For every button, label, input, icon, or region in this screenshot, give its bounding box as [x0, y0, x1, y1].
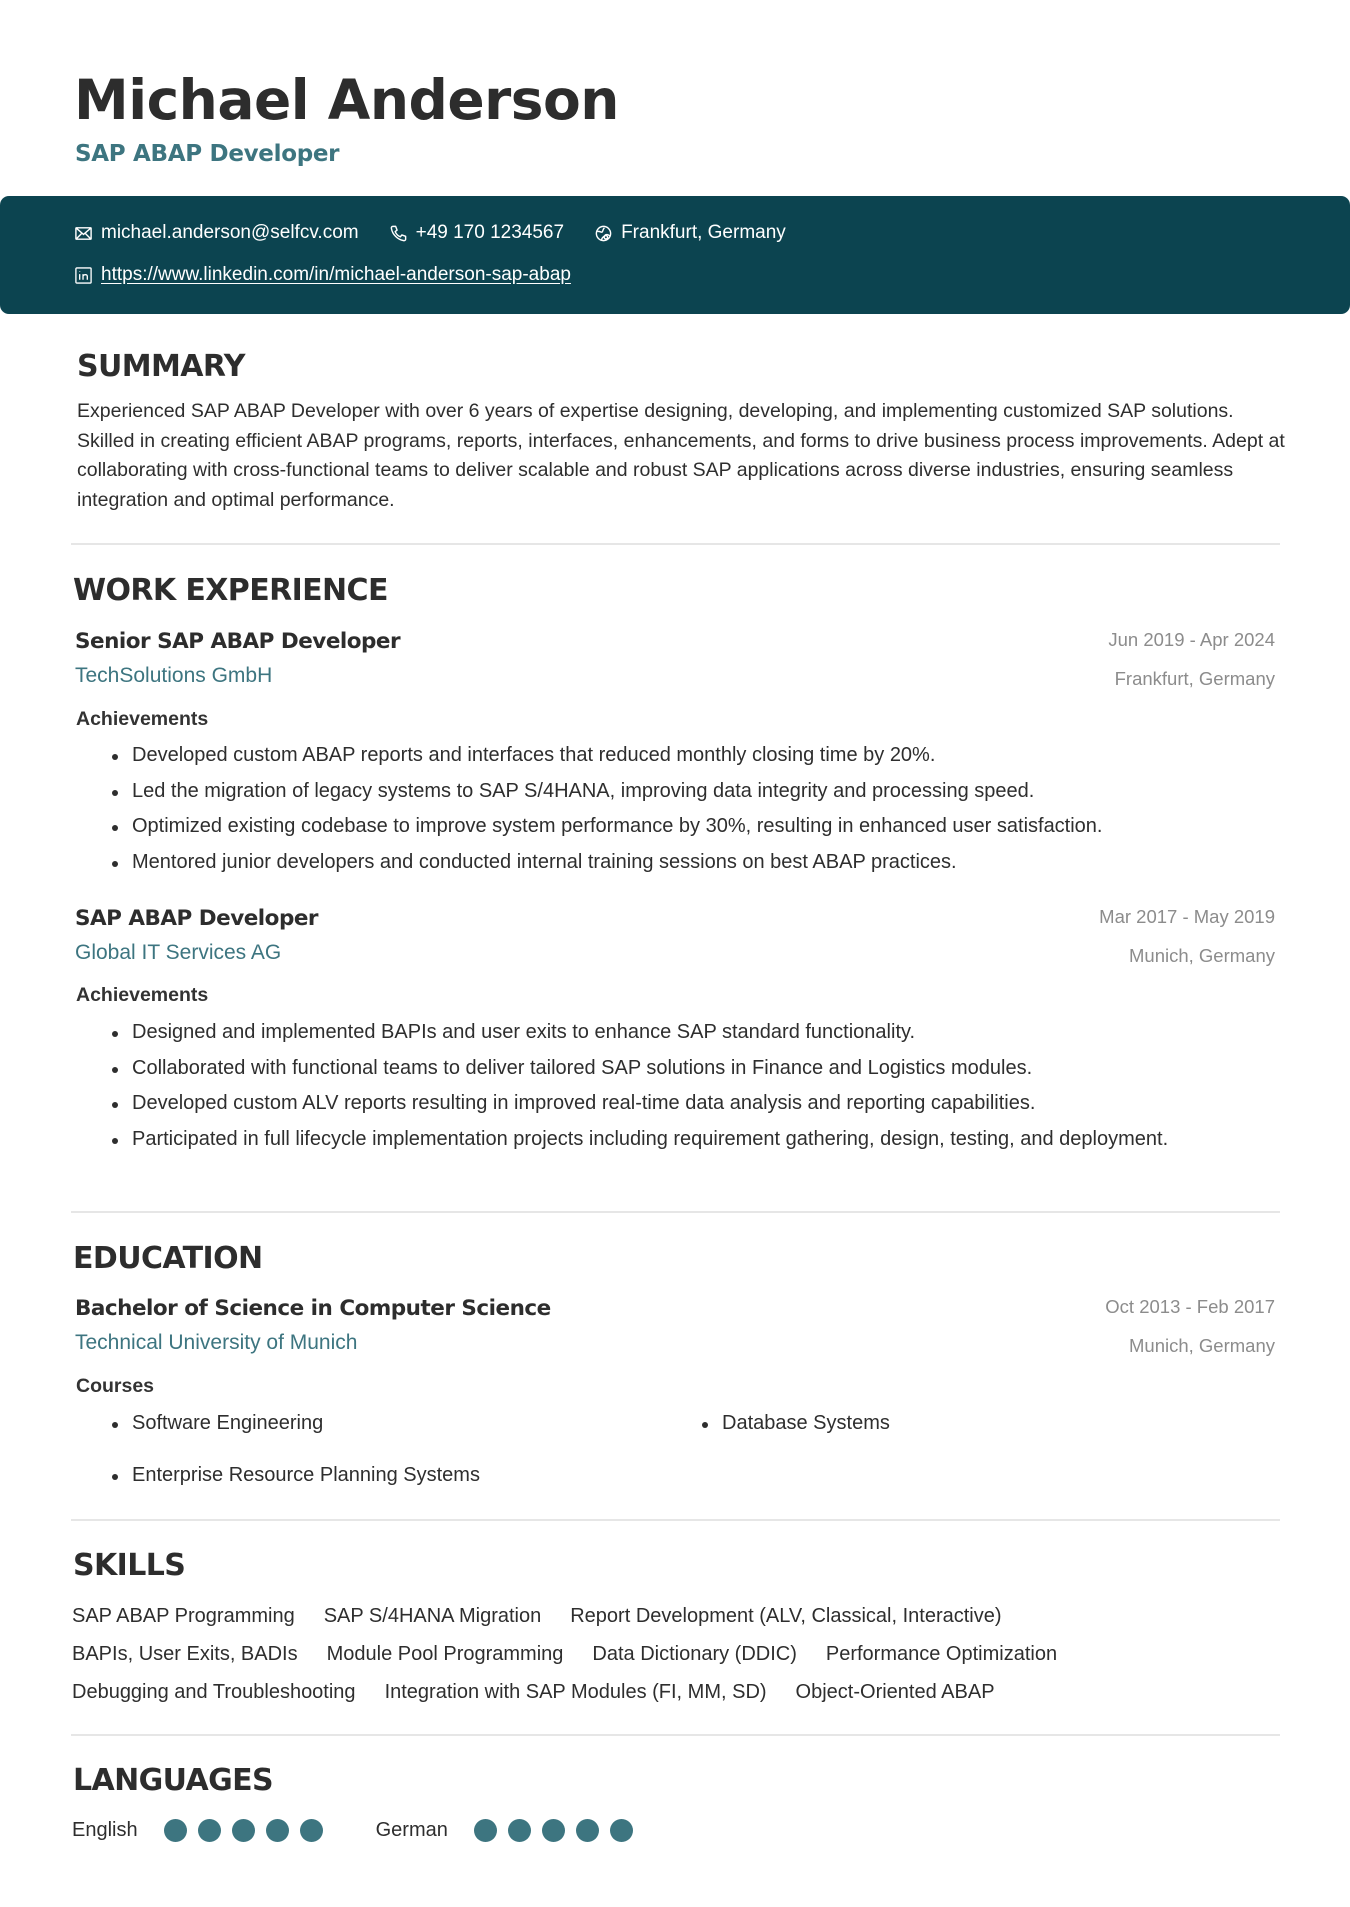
work-experience-heading: WORK EXPERIENCE — [73, 573, 388, 608]
proficiency-dots — [474, 1819, 644, 1842]
contact-row-secondary — [74, 263, 601, 287]
section-divider — [71, 1734, 1280, 1736]
skill-item: Performance Optimization — [825, 1643, 1058, 1665]
section-divider — [71, 1211, 1280, 1213]
education-dates: Oct 2013 - Feb 2017 — [1105, 1296, 1275, 1317]
summary-heading: SUMMARY — [77, 349, 245, 384]
job-location: Munich, Germany — [1129, 945, 1275, 966]
proficiency-dot-icon — [542, 1819, 565, 1842]
list-item: Software Engineering — [76, 1409, 666, 1438]
contact-row-primary — [74, 221, 816, 245]
degree-title: Bachelor of Science in Computer Science — [75, 1296, 551, 1321]
skill-item: Data Dictionary (DDIC) — [592, 1643, 797, 1665]
language-german — [376, 1816, 644, 1844]
job-dates: Jun 2019 - Apr 2024 — [1108, 629, 1275, 650]
achievements-list — [76, 741, 1296, 877]
candidate-job-title: SAP ABAP Developer — [75, 141, 340, 167]
achievements-label: Achievements — [76, 708, 209, 730]
proficiency-dot-icon — [508, 1819, 531, 1842]
skills-row — [72, 1601, 1282, 1639]
contact-band — [0, 196, 1350, 314]
summary-text: Experienced SAP ABAP Developer with over 6 years of expertise designing, developing, and implementing customized SAP solutions. Skilled in creating efficient ABAP programs, reports, interfaces, enhancements, and forms to drive business process improvements. Adept at collaborating with cross-functional teams to deliver scalable and robust SAP applications across diverse industries, ensuring seamless integration and optimal performance. — [77, 400, 1285, 511]
list-item: Collaborated with functional teams to deliver tailored SAP solutions in Finance and Logistics modules. — [76, 1054, 1216, 1084]
achievements-label: Achievements — [76, 984, 209, 1006]
skill-item: BAPIs, User Exits, BADIs — [72, 1643, 298, 1665]
location-icon — [594, 224, 613, 243]
skill-item: Object-Oriented ABAP — [795, 1681, 995, 1703]
list-item: Database Systems — [666, 1409, 1256, 1438]
job-dates: Mar 2017 - May 2019 — [1099, 906, 1275, 927]
proficiency-dot-icon — [474, 1819, 497, 1842]
section-divider — [71, 543, 1280, 545]
list-item: Developed custom ALV reports resulting in improved real-time data analysis and reporting capabilities. — [76, 1089, 1216, 1119]
proficiency-dots — [164, 1819, 334, 1842]
achievements-list — [76, 1018, 1216, 1154]
proficiency-dot-icon — [164, 1819, 187, 1842]
envelope-icon — [74, 224, 93, 243]
skill-item: Module Pool Programming — [326, 1643, 564, 1665]
phone-text: +49 170 1234567 — [415, 222, 565, 243]
proficiency-dot-icon — [198, 1819, 221, 1842]
contact-email[interactable] — [74, 221, 359, 245]
proficiency-dot-icon — [300, 1819, 323, 1842]
courses-label: Courses — [76, 1375, 155, 1397]
job-title: Senior SAP ABAP Developer — [75, 629, 401, 654]
proficiency-dot-icon — [266, 1819, 289, 1842]
skills-row — [72, 1677, 1282, 1715]
skills-row — [72, 1639, 1282, 1677]
education-heading: EDUCATION — [73, 1241, 263, 1276]
job-title: SAP ABAP Developer — [75, 906, 319, 931]
proficiency-dot-icon — [610, 1819, 633, 1842]
job-location: Frankfurt, Germany — [1114, 668, 1275, 689]
contact-location — [594, 221, 786, 245]
section-divider — [71, 1519, 1280, 1521]
proficiency-dot-icon — [576, 1819, 599, 1842]
job-company: TechSolutions GmbH — [75, 664, 273, 687]
linkedin-icon — [74, 266, 93, 285]
skill-item: SAP ABAP Programming — [72, 1605, 295, 1627]
location-text: Frankfurt, Germany — [621, 222, 786, 243]
contact-linkedin[interactable] — [74, 263, 571, 287]
language-name: German — [375, 1819, 448, 1841]
skill-item: Debugging and Troubleshooting — [72, 1681, 356, 1703]
phone-icon — [389, 224, 408, 243]
candidate-name: Michael Anderson — [74, 68, 619, 132]
education-location: Munich, Germany — [1129, 1335, 1275, 1356]
language-english — [72, 1816, 334, 1844]
languages-heading: LANGUAGES — [73, 1763, 274, 1798]
courses-list — [76, 1409, 1256, 1490]
skill-item: SAP S/4HANA Migration — [323, 1605, 542, 1627]
email-text: michael.anderson@selfcv.com — [101, 222, 359, 243]
proficiency-dot-icon — [232, 1819, 255, 1842]
skill-item: Report Development (ALV, Classical, Interactive) — [570, 1605, 1002, 1627]
list-item: Led the migration of legacy systems to SAP S/4HANA, improving data integrity and processing speed. — [76, 777, 1296, 807]
school-name: Technical University of Munich — [75, 1331, 358, 1354]
contact-phone[interactable] — [389, 221, 564, 245]
language-name: English — [72, 1819, 138, 1841]
list-item: Mentored junior developers and conducted internal training sessions on best ABAP practices. — [76, 848, 1296, 878]
list-item: Designed and implemented BAPIs and user exits to enhance SAP standard functionality. — [76, 1018, 1216, 1048]
list-item: Optimized existing codebase to improve system performance by 30%, resulting in enhanced user satisfaction. — [76, 812, 1296, 842]
skill-item: Integration with SAP Modules (FI, MM, SD) — [384, 1681, 767, 1703]
skills-heading: SKILLS — [73, 1548, 186, 1583]
job-company: Global IT Services AG — [75, 941, 282, 964]
skills-list — [72, 1601, 1282, 1715]
list-item: Enterprise Resource Planning Systems — [76, 1461, 666, 1490]
list-item: Developed custom ABAP reports and interfaces that reduced monthly closing time by 20%. — [76, 741, 1296, 771]
list-item: Participated in full lifecycle implementation projects including requirement gathering, design, testing, and deployment. — [76, 1125, 1216, 1155]
linkedin-link[interactable]: https://www.linkedin.com/in/michael-anderson-sap-abap — [101, 264, 571, 285]
languages-list — [72, 1816, 686, 1844]
